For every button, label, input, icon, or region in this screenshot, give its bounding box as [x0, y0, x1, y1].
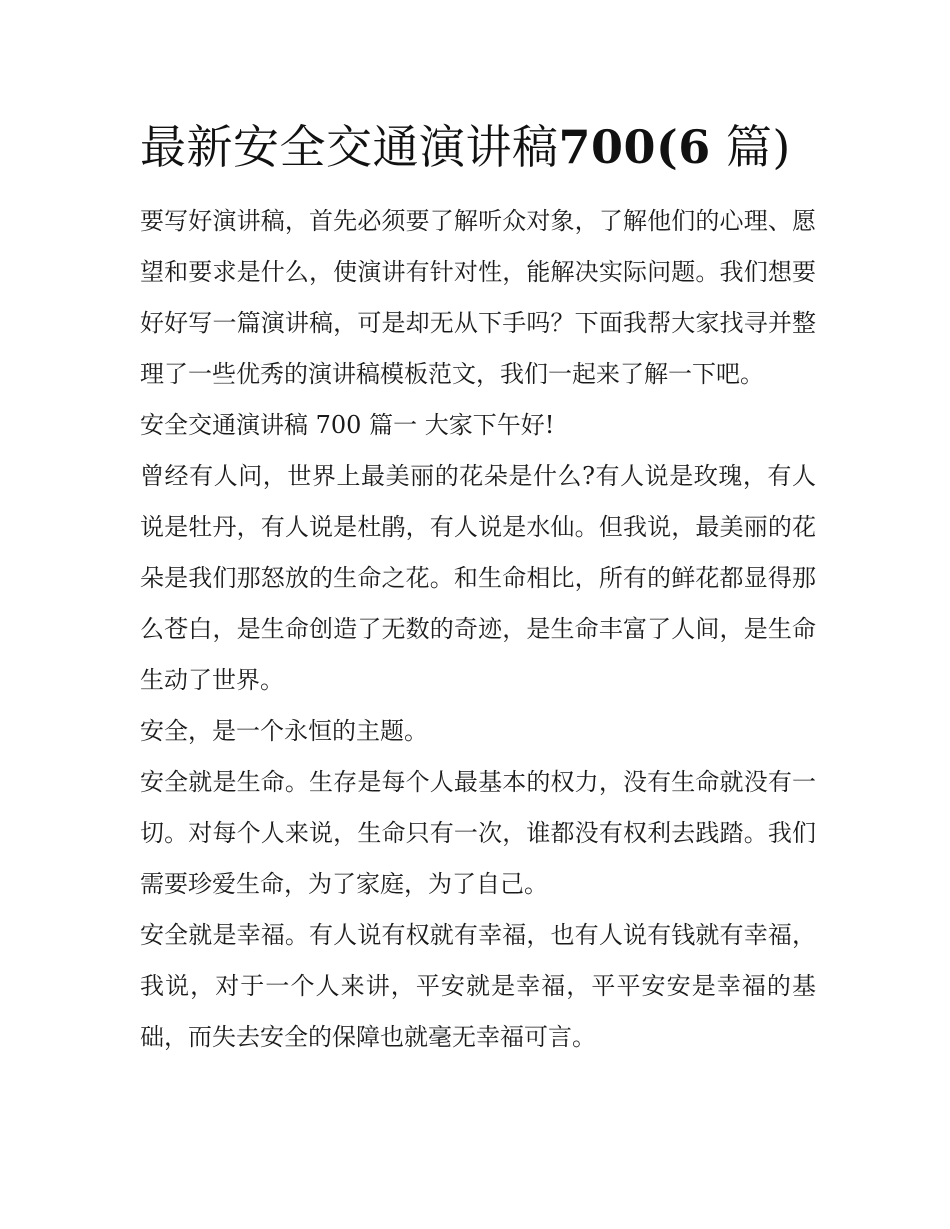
body-paragraph: 安全就是生命。生存是每个人最基本的权力，没有生命就没有一切。对每个人来说，生命只有一次，谁都没有权利去践踏。我们需要珍爱生命，为了家庭，为了自己。 — [140, 768, 816, 898]
document-title — [140, 114, 840, 180]
section-heading: 安全交通演讲稿 700 篇一 大家下午好! — [140, 411, 555, 439]
document-body — [140, 196, 816, 1063]
body-paragraph: 安全就是幸福。有人说有权就有幸福，也有人说有钱就有幸福，我说，对于一个人来讲，平安就是幸福，平平安安是幸福的基础，而失去安全的保障也就毫无幸福可言。 — [140, 921, 816, 1051]
title-suffix: 篇) — [725, 120, 791, 174]
intro-paragraph: 要写好演讲稿，首先必须要了解听众对象，了解他们的心理、愿望和要求是什么，使演讲有针对性，能解决实际问题。我们想要好好写一篇演讲稿，可是却无从下手吗？下面我帮大家找寻并整理了一些优秀的演讲稿模板范文，我们一起来了解一下吧。 — [140, 207, 816, 388]
body-paragraph: 安全，是一个永恒的主题。 — [140, 717, 428, 745]
body-paragraph: 曾经有人问，世界上最美丽的花朵是什么?有人说是玫瑰，有人说是牡丹，有人说是杜鹃，有人说是水仙。但我说，最美丽的花朵是我们那怒放的生命之花。和生命相比，所有的鲜花都显得那么苍白，是生命创造了无数的奇迹，是生命丰富了人间，是生命生动了世界。 — [140, 462, 816, 694]
title-number: 700(6 — [558, 120, 711, 174]
title-text: 最新安全交通演讲稿 — [140, 120, 559, 174]
